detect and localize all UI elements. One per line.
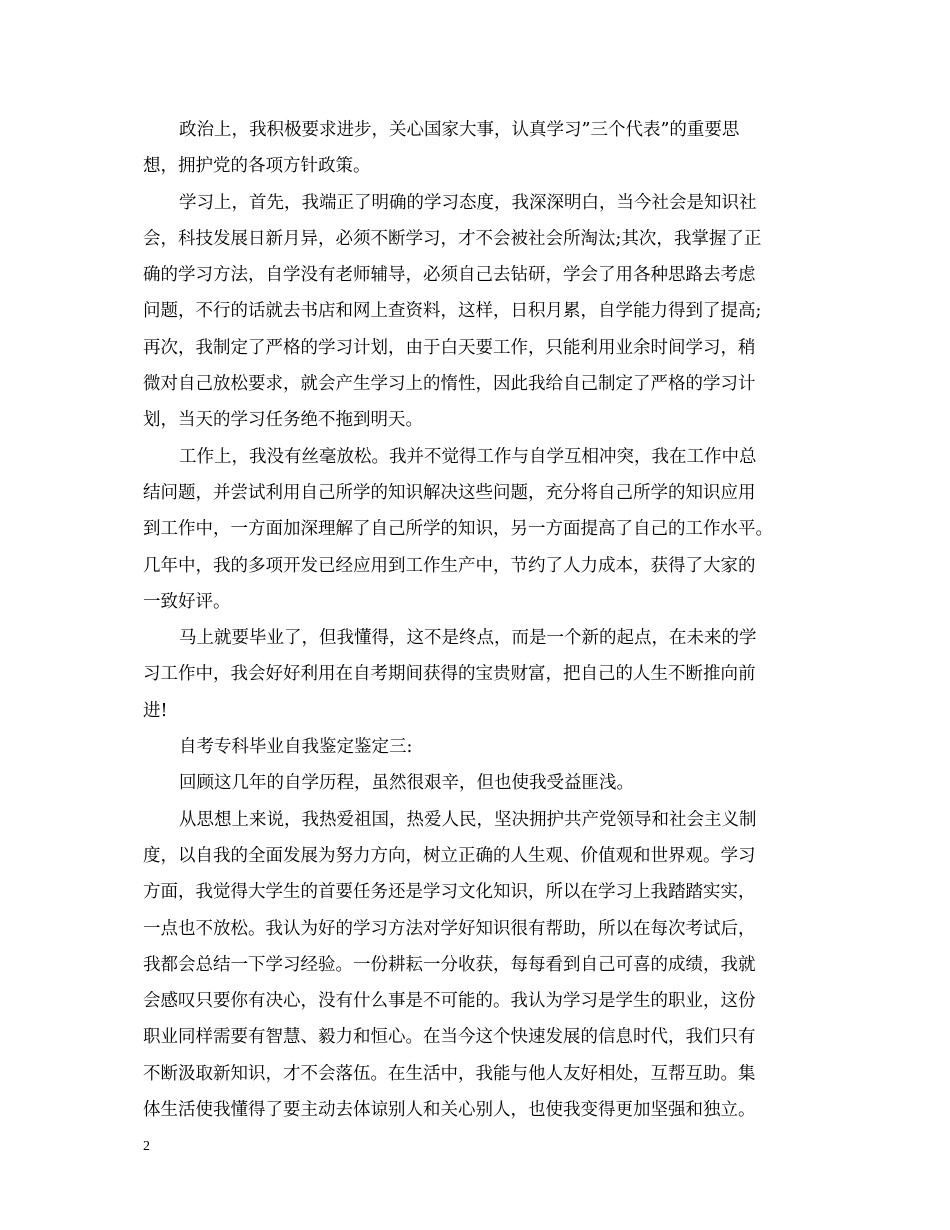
body-text: [143, 112, 813, 1128]
text-line: 度，以自我的全面发展为努力方向，树立正确的人生观、价值观和世界观。学习: [143, 845, 756, 866]
text-line: 体生活使我懂得了要主动去体谅别人和关心别人，也使我变得更加坚强和独立。: [143, 1100, 756, 1121]
text-line: 确的学习方法，自学没有老师辅导，必须自己去钻研，学会了用各种思路去考虑: [143, 265, 756, 286]
text-line: 一点也不放松。我认为好的学习方法对学好知识很有帮助，所以在每次考试后，: [143, 918, 756, 939]
text-line: 工作上，我没有丝毫放松。我并不觉得工作与自学互相冲突，我在工作中总: [179, 446, 757, 467]
text-line: 我都会总结一下学习经验。一份耕耘一分收获，每每看到自己可喜的成绩，我就: [143, 954, 756, 975]
text-line: 马上就要毕业了，但我懂得，这不是终点，而是一个新的起点，在未来的学: [179, 628, 757, 649]
text-line: 划，当天的学习任务绝不拖到明天。: [143, 410, 423, 431]
text-line: 几年中，我的多项开发已经应用到工作生产中，节约了人力成本，获得了大家的: [143, 555, 756, 576]
text-line: 自考专科毕业自我鉴定鉴定三:: [179, 737, 413, 758]
text-line: 回顾这几年的自学历程，虽然很艰辛，但也使我受益匪浅。: [179, 773, 634, 794]
text-line: 方面，我觉得大学生的首要任务还是学习文化知识，所以在学习上我踏踏实实，: [143, 882, 756, 903]
text-line: 到工作中，一方面加深理解了自己所学的知识，另一方面提高了自己的工作水平。: [143, 519, 773, 540]
text-line: 从思想上来说，我热爱祖国，热爱人民，坚决拥护共产党领导和社会主义制: [179, 809, 757, 830]
text-line: 会，科技发展日新月异，必须不断学习，才不会被社会所淘汰;其次，我掌握了正: [143, 228, 762, 249]
text-line: 学习上，首先，我端正了明确的学习态度，我深深明白，当今社会是知识社: [179, 192, 757, 213]
text-line: 结问题，并尝试利用自己所学的知识解决这些问题，充分将自己所学的知识应用: [143, 482, 756, 503]
page-number: 2: [143, 1139, 150, 1154]
text-line: 职业同样需要有智慧、毅力和恒心。在当今这个快速发展的信息时代，我们只有: [143, 1027, 756, 1048]
text-line: 一致好评。: [143, 591, 231, 612]
text-line: 再次，我制定了严格的学习计划，由于白天要工作，只能利用业余时间学习，稍: [143, 337, 756, 358]
text-line: 不断汲取新知识，才不会落伍。在生活中，我能与他人友好相处，互帮互助。集: [143, 1063, 756, 1084]
text-line: 想，拥护党的各项方针政策。: [143, 156, 371, 177]
text-line: 习工作中，我会好好利用在自考期间获得的宝贵财富，把自己的人生不断推向前: [143, 664, 756, 685]
text-line: 政治上，我积极要求进步，关心国家大事，认真学习”三个代表”的重要思: [179, 120, 740, 140]
text-line: 微对自己放松要求，就会产生学习上的惰性，因此我给自己制定了严格的学习计: [143, 374, 756, 395]
text-line: 会感叹只要你有决心，没有什么事是不可能的。我认为学习是学生的职业，这份: [143, 991, 756, 1012]
text-line: 进!: [143, 700, 168, 721]
text-line: 问题，不行的话就去书店和网上查资料，这样，日积月累，自学能力得到了提高;: [143, 301, 762, 322]
